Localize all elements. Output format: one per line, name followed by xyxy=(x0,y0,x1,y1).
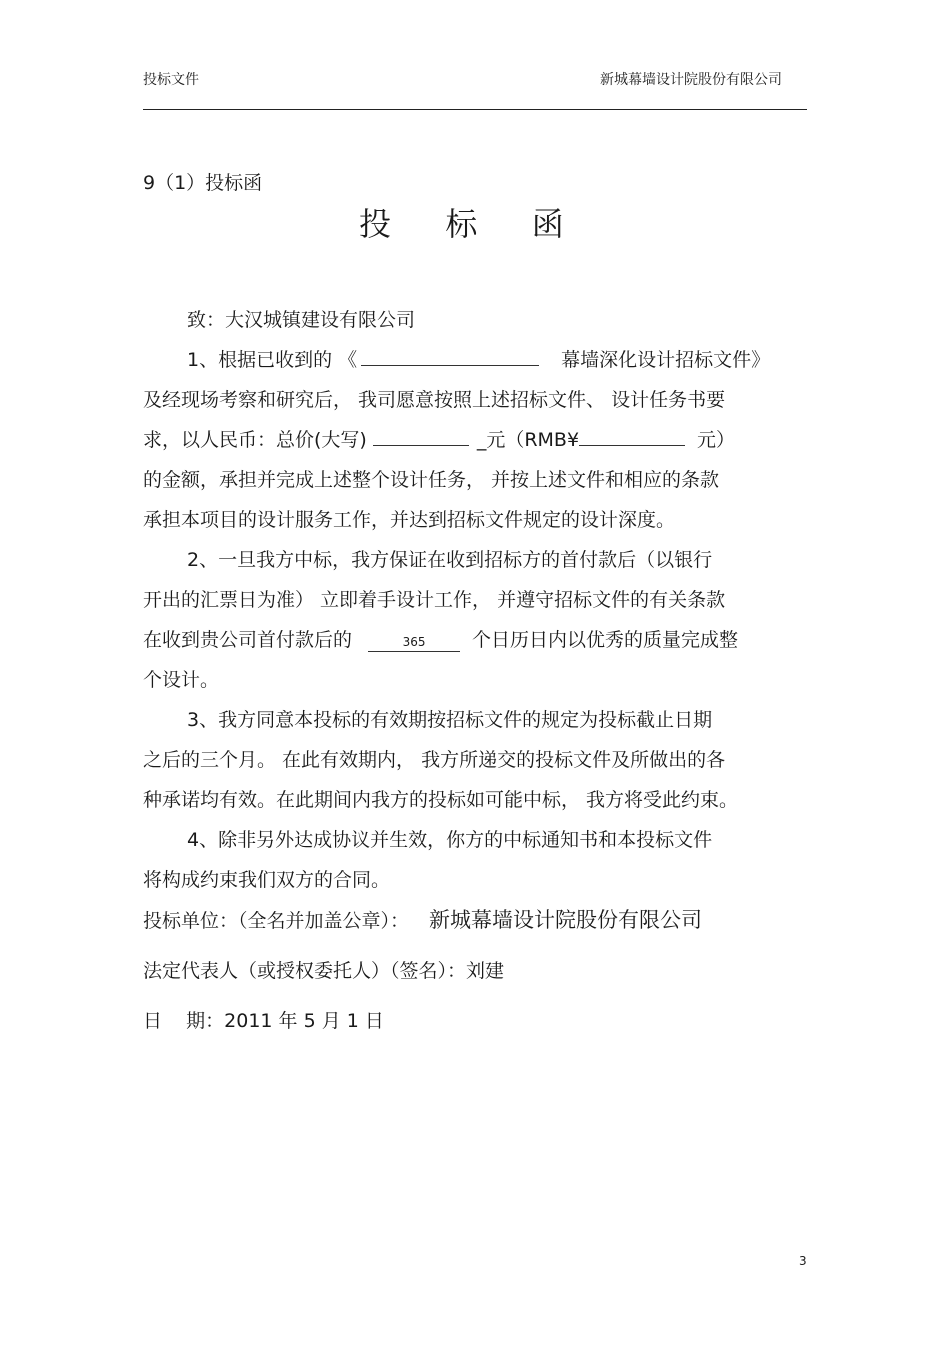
para2-line3-suffix: 个日历日内以优秀的质量完成整 xyxy=(472,629,739,651)
price-unit: 元） xyxy=(697,429,736,451)
para4-line2: 将构成约束我们双方的合同。 xyxy=(143,869,391,891)
date-line: 日 期：2011 年 5 月 1 日 xyxy=(143,1010,384,1032)
para1-line2: 及经现场考察和研究后， 我司愿意按照上述招标文件、 设计任务书要 xyxy=(143,389,726,411)
page-number: 3 xyxy=(799,1254,807,1268)
bidder-line xyxy=(143,906,702,935)
header-left-title: 投标文件 xyxy=(143,72,199,88)
price-number-blank xyxy=(579,427,685,446)
para1-line1-suffix: 幕墙深化设计招标文件》 xyxy=(561,349,771,371)
header-company-name: 新城幕墙设计院股份有限公司 xyxy=(600,72,782,88)
price-words-blank xyxy=(373,427,469,446)
para3-line3: 种承诺均有效。在此期间内我方的投标如可能中标， 我方将受此约束。 xyxy=(143,789,739,811)
para1-line5: 承担本项目的设计服务工作，并达到招标文件规定的设计深度。 xyxy=(143,509,676,531)
tender-name-blank xyxy=(361,347,539,366)
para1-line4: 的金额，承担并完成上述整个设计任务， 并按上述文件和相应的条款 xyxy=(143,469,720,491)
para2-line3 xyxy=(143,626,738,654)
bidder-name: 新城幕墙设计院股份有限公司 xyxy=(429,908,703,932)
para4-line1: 4、除非另外达成协议并生效，你方的中标通知书和本投标文件 xyxy=(187,829,713,851)
para3-line2: 之后的三个月。 在此有效期内， 我方所递交的投标文件及所做出的各 xyxy=(143,749,726,771)
addressee-line: 致：大汉城镇建设有限公司 xyxy=(187,309,416,331)
para2-line3-prefix: 在收到贵公司首付款后的 xyxy=(143,629,353,651)
para2-line4: 个设计。 xyxy=(143,669,220,691)
bidder-label: 投标单位：（全名并加盖公章）： xyxy=(143,910,410,932)
para3-line1: 3、我方同意本投标的有效期按招标文件的规定为投标截止日期 xyxy=(187,709,713,731)
days-fill: 365 xyxy=(368,633,460,652)
para1-line3 xyxy=(143,426,735,454)
para2-line2: 开出的汇票日为准） 立即着手设计工作， 并遵守招标文件的有关条款 xyxy=(143,589,726,611)
header-divider xyxy=(143,109,807,110)
representative-line: 法定代表人（或授权委托人）（签名）：刘建 xyxy=(143,960,505,982)
document-title: 投标函 xyxy=(358,205,619,243)
para2-line1: 2、一旦我方中标，我方保证在收到招标方的首付款后（以银行 xyxy=(187,549,713,571)
para1-line1-prefix: 1、根据已收到的 《 xyxy=(187,349,358,371)
para1-line1 xyxy=(187,346,770,374)
price-label: 求，以人民币：总价(大写) xyxy=(143,429,367,451)
section-label: 9（1）投标函 xyxy=(143,172,263,194)
price-currency: _元（RMB¥ xyxy=(476,429,580,451)
